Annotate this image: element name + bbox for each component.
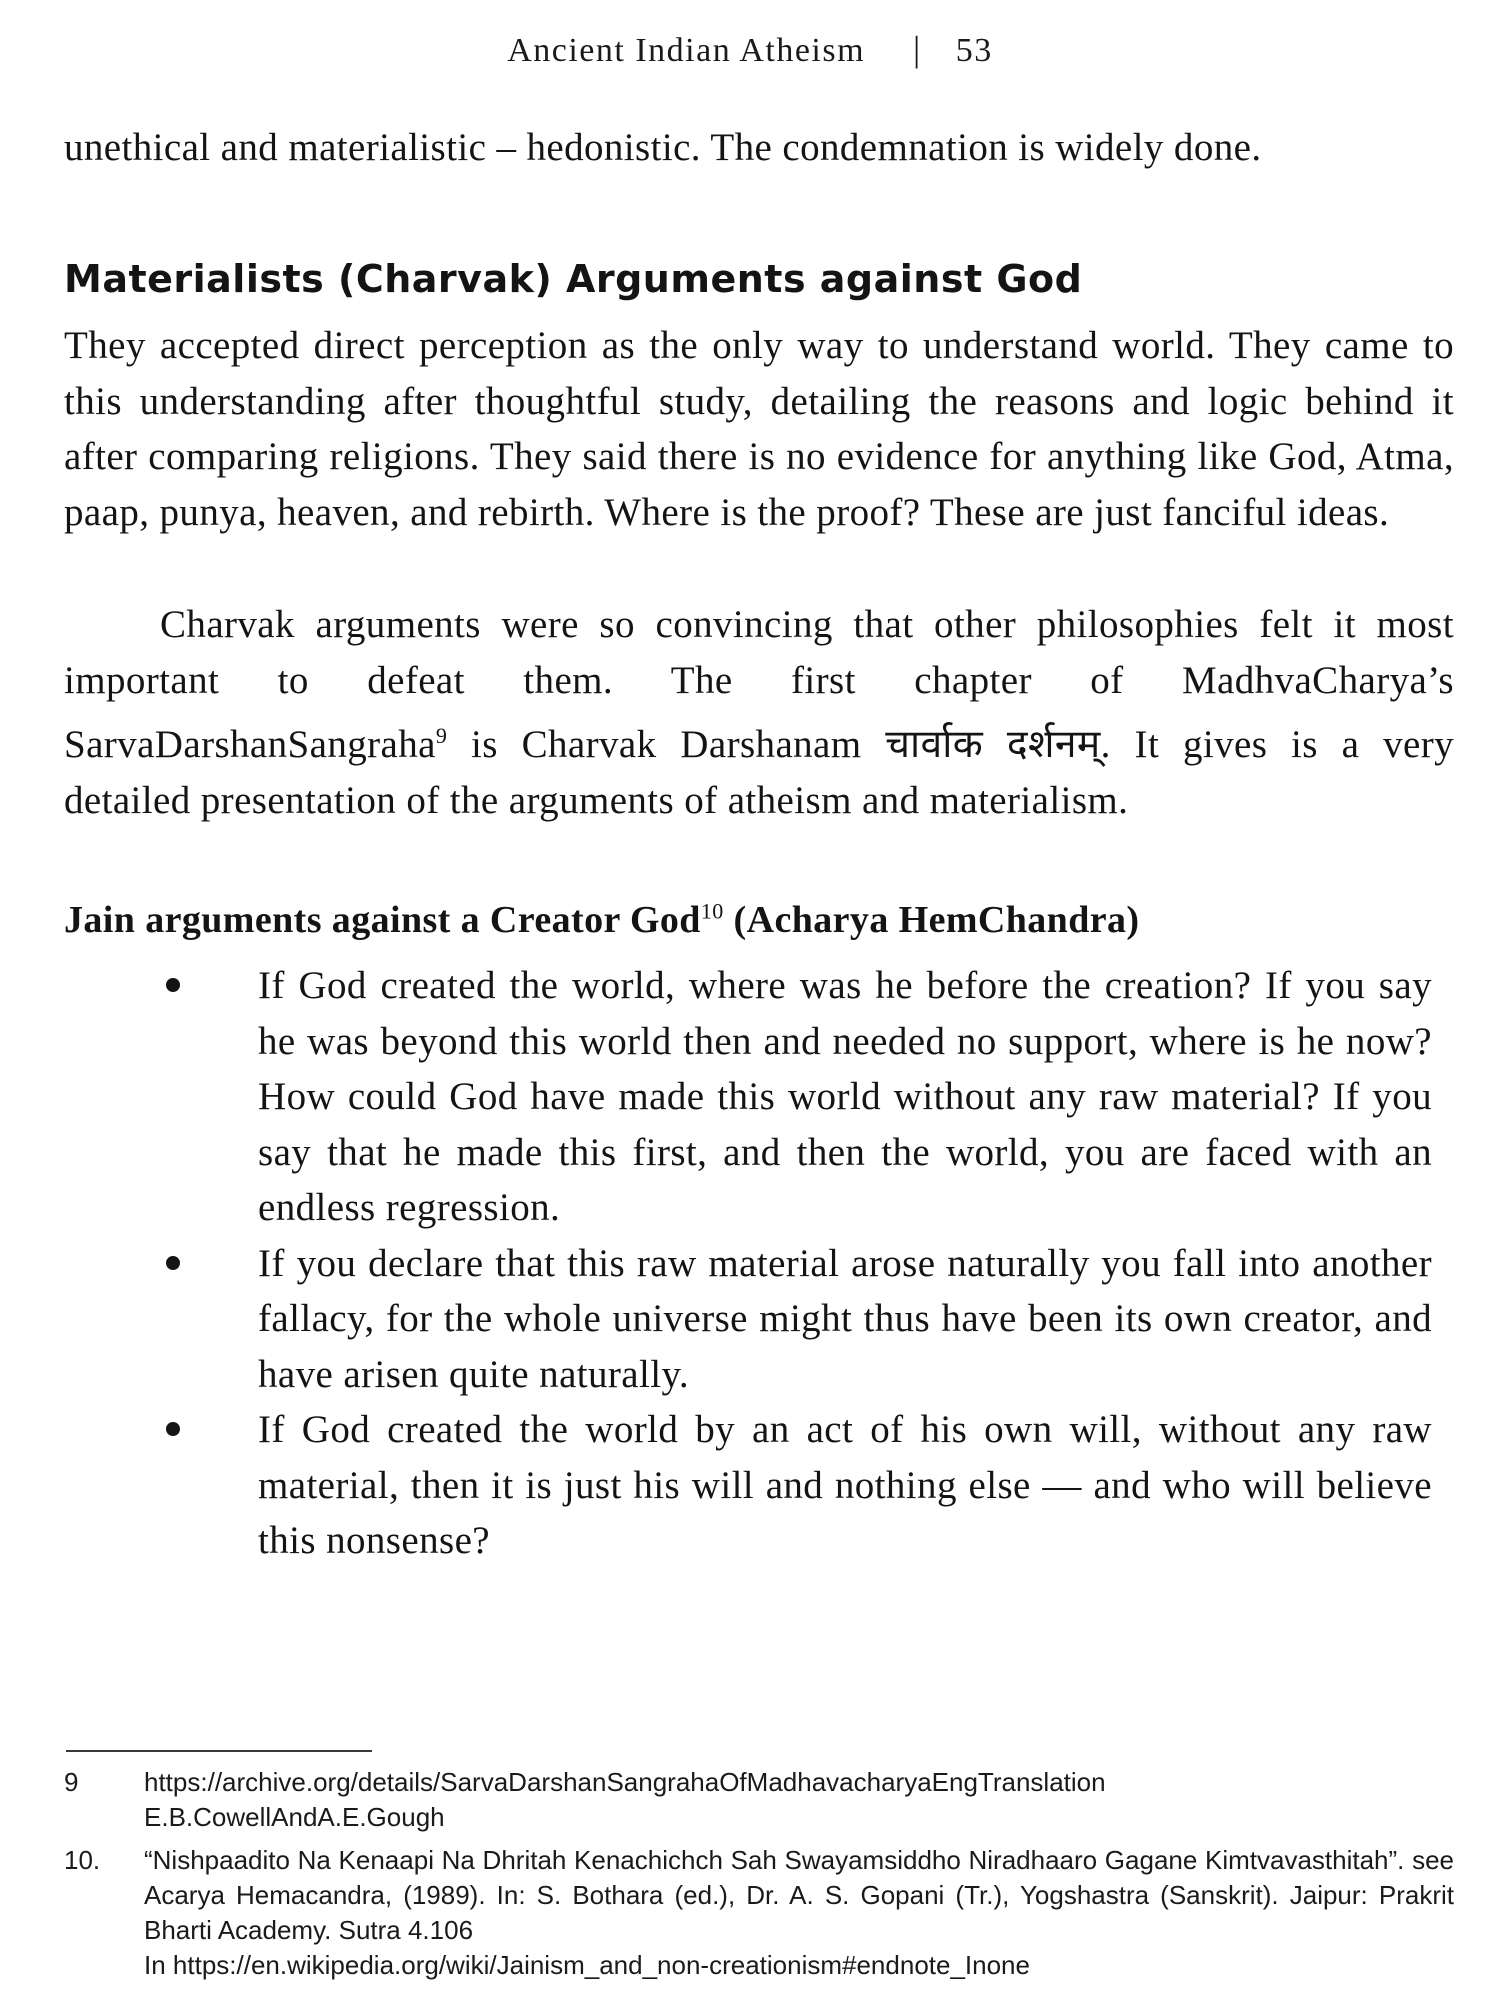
jain-arguments-list xyxy=(0,958,1500,1569)
charvak-paragraph-2 xyxy=(64,597,1454,828)
list-item-text: If God created the world by an act of his own will, without any raw material, then it is just his will and nothing else — and who will believe this nonsense? xyxy=(258,1408,1432,1562)
intro-paragraph: unethical and materialistic – hedonistic. The condemnation is widely done. xyxy=(64,126,1262,169)
footnote-ref-9[interactable]: 9 xyxy=(435,723,448,748)
footnote-number: 10. xyxy=(64,1845,101,1875)
running-head-separator: | xyxy=(913,29,922,69)
footnote-text xyxy=(144,1765,1454,1835)
footnote-9 xyxy=(64,1765,1454,1835)
footnote-ref-10[interactable]: 10 xyxy=(700,898,724,924)
list-item xyxy=(258,1236,1432,1403)
list-item-text: If you declare that this raw material arose naturally you fall into another fallacy, for the whole universe might thus have been its own creator, and have arisen quite naturally. xyxy=(258,1241,1432,1396)
footnote-divider xyxy=(66,1750,372,1752)
section-heading-jain xyxy=(64,898,1454,942)
section-heading-charvak: Materialists (Charvak) Arguments against God xyxy=(64,257,1083,301)
bullet-icon xyxy=(166,1256,180,1270)
charvak-paragraph-2-text-a: Charvak arguments were so convincing that other philosophies felt it most important to defeat them. The first chapter of MadhvaCharya’s SarvaDarshanSangraha xyxy=(64,603,1454,766)
footnote-line: E.B.CowellAndA.E.Gough xyxy=(144,1802,445,1832)
section-heading-jain-title: Jain arguments against a Creator God xyxy=(64,899,701,941)
footnote-link[interactable]: https://archive.org/details/SarvaDarshanSangrahaOfMadhavacharyaEngTranslation xyxy=(144,1767,1106,1797)
list-item xyxy=(258,1402,1432,1569)
footnote-text xyxy=(144,1843,1454,1983)
list-item-text: If God created the world, where was he before the creation? If you say he was beyond this world then and needed no support, where is he now? How could God have made this world without any raw material? If you say that he made this first, and then the world, you are faced with an endless regression. xyxy=(258,964,1432,1229)
charvak-paragraph-2-text-b: is Charvak Darshanam चार्वाक दर्शनम्. It gives is a very detailed presentation of the arguments of atheism and materialism. xyxy=(64,723,1454,822)
bullet-icon xyxy=(166,1422,180,1436)
footnote-10 xyxy=(64,1843,1454,1983)
section-heading-jain-attribution: (Acharya HemChandra) xyxy=(723,899,1140,941)
running-head-title: Ancient Indian Atheism xyxy=(507,32,866,69)
charvak-paragraph-1: They accepted direct perception as the only way to understand world. They came to this understanding after thoughtful study, detailing the reasons and logic behind it after comparing religions. They said there is no evidence for anything like God, Atma, paap, punya, heaven, and rebirth. Where is the proof? These are just fanciful ideas. xyxy=(64,324,1454,534)
page-number: 53 xyxy=(955,32,993,69)
running-head xyxy=(0,28,1500,70)
list-item xyxy=(258,958,1432,1236)
bullet-icon xyxy=(166,978,180,992)
footnote-link[interactable]: In https://en.wikipedia.org/wiki/Jainism_and_non-creationism#endnote_Inone xyxy=(144,1950,1030,1980)
footnote-line: “Nishpaadito Na Kenaapi Na Dhritah Kenachichch Sah Swayamsiddho Niradhaaro Gagane Kimtvavasthitah”. see Acarya Hemacandra, (1989). In: S. Bothara (ed.), Dr. A. S. Gopani (Tr.), Yogshastra (Sanskrit). Jaipur: Prakrit Bharti Academy. Sutra 4.106 xyxy=(144,1845,1454,1945)
footnote-number: 9 xyxy=(64,1767,79,1797)
footnotes xyxy=(64,1765,1454,1991)
